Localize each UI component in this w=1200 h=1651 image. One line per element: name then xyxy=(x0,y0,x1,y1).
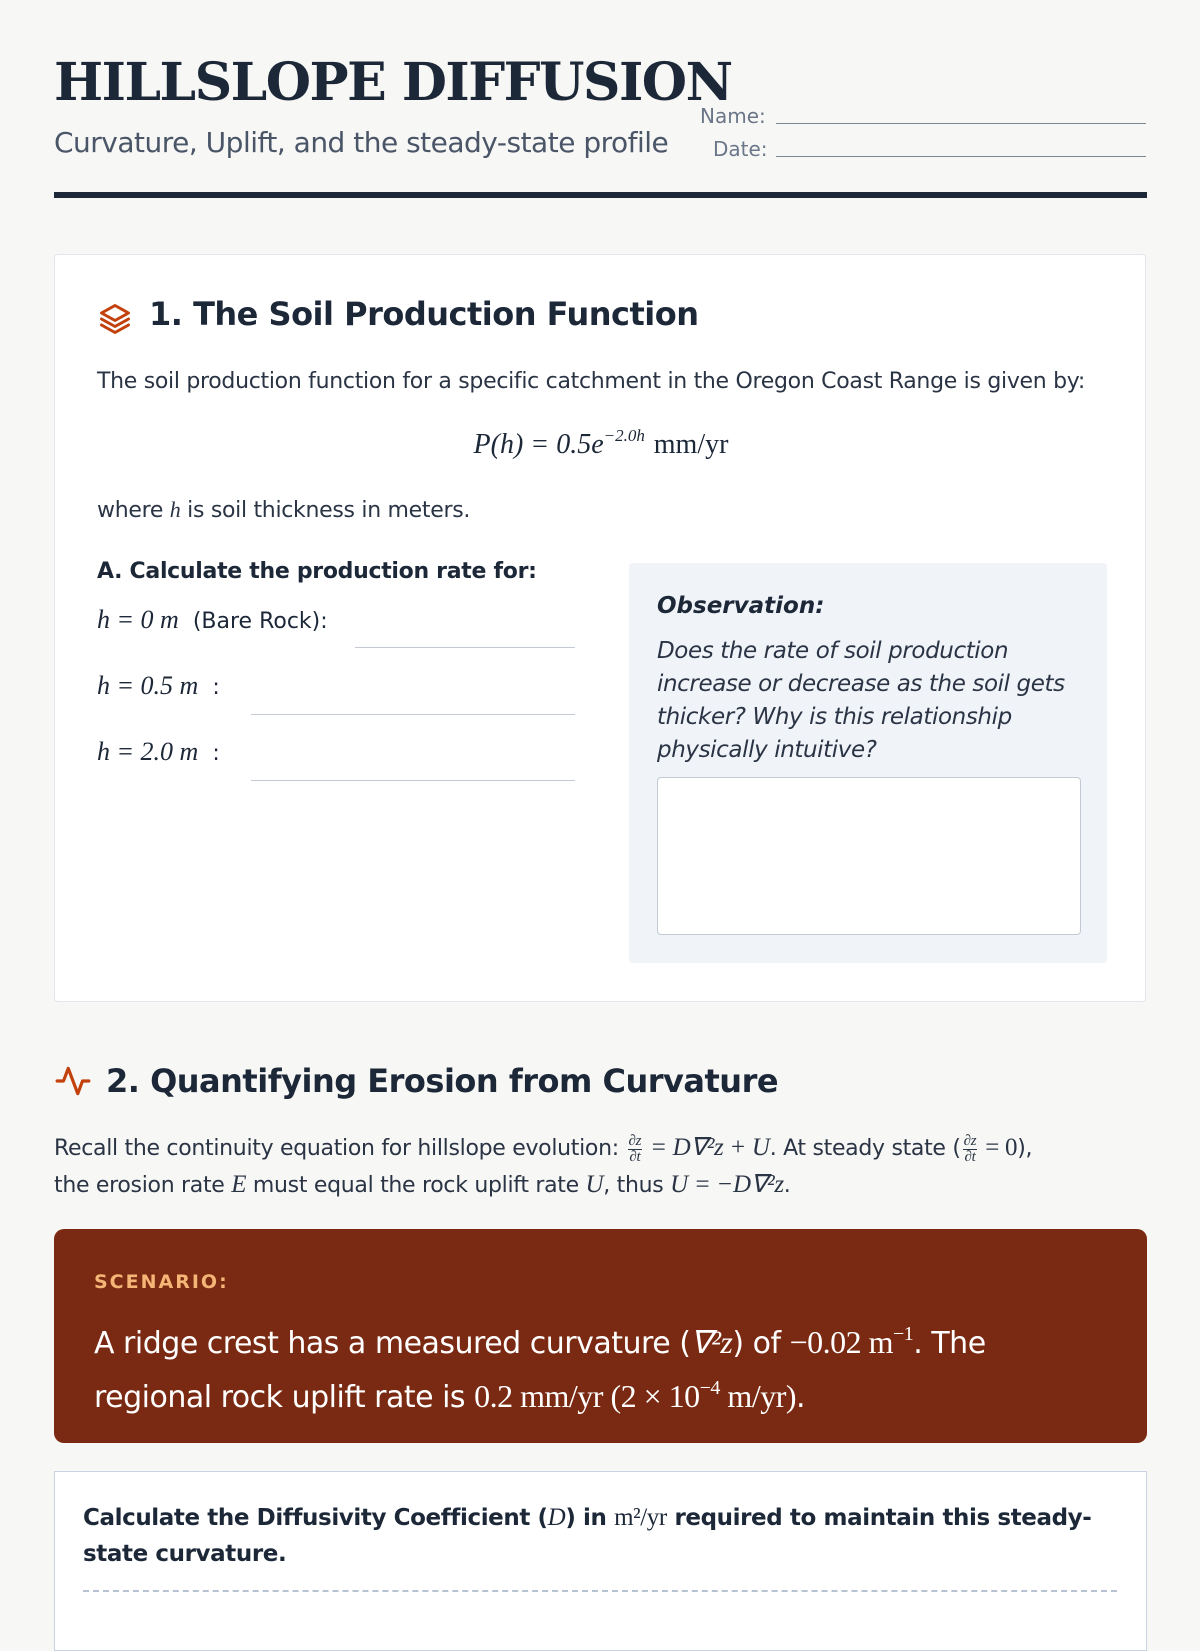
part-a-label: A. Calculate the production rate for: xyxy=(97,559,537,584)
section-1-heading: 1. The Soil Production Function xyxy=(149,295,699,333)
scenario-text: A ridge crest has a measured curvature (∇²z) of −0.02 $m^{-1}$. The regional rock uplift rate is 0.2 mm/yr ($2 \times 10^{-4}$ m/yr). xyxy=(94,1323,986,1415)
name-label: Name: xyxy=(700,104,766,128)
answer-line-two-meters[interactable] xyxy=(251,780,575,781)
row-two-meters: h = 2.0 m : xyxy=(97,737,220,766)
observation-question: Does the rate of soil production increase or decrease as the soil gets thicker? Why is this relationship physically intuitive? xyxy=(657,638,1065,763)
layers-icon xyxy=(97,301,133,337)
date-field[interactable] xyxy=(713,137,1150,161)
scenario-tag: SCENARIO: xyxy=(94,1271,229,1293)
continuity-text: Recall the continuity equation for hillslope evolution: $\frac{\partial z}{\partial t}$ = D∇²z + U. At steady state ( $\frac{\partial z}{\partial t}$ = 0), the erosion rate E must equal the rock uplift rate U, thus U = −D∇²z. xyxy=(54,1132,1033,1198)
answer-dashed-area[interactable] xyxy=(83,1590,1117,1592)
section-1-intro: The soil production function for a specific catchment in the Oregon Coast Range is given by: xyxy=(97,369,1085,394)
dz-dt-fraction: $\frac{\partial z}{\partial t}$ xyxy=(628,1132,642,1165)
date-label: Date: xyxy=(713,137,768,161)
observation-answer-box[interactable] xyxy=(657,777,1081,935)
page-subtitle: Curvature, Uplift, and the steady-state profile xyxy=(54,126,669,159)
diffusivity-question: Calculate the Diffusivity Coefficient (D) in m²/yr required to maintain this steady-state curvature. xyxy=(83,1504,1092,1567)
section-2-heading: 2. Quantifying Erosion from Curvature xyxy=(106,1062,779,1100)
production-equation: $P(h) = 0.5e^{-2.0h}$ mm/yr xyxy=(473,425,729,460)
diffusivity-question-card xyxy=(54,1471,1147,1651)
header-rule xyxy=(54,192,1147,198)
section-1-card xyxy=(54,254,1146,1002)
row-half-meter: h = 0.5 m : xyxy=(97,671,220,700)
page-title: HILLSLOPE DIFFUSION xyxy=(54,52,732,113)
observation-title: Observation: xyxy=(657,593,825,619)
name-field[interactable] xyxy=(700,104,1150,128)
where-text: where h is soil thickness in meters. xyxy=(97,497,471,523)
dz-dt-fraction-steady: $\frac{\partial z}{\partial t}$ xyxy=(963,1132,977,1165)
answer-line-half-meter[interactable] xyxy=(251,714,575,715)
date-input-line[interactable] xyxy=(776,156,1146,157)
activity-icon xyxy=(54,1062,92,1100)
scenario-box xyxy=(54,1229,1147,1443)
answer-line-bare-rock[interactable] xyxy=(355,647,575,648)
row-bare-rock: h = 0 m (Bare Rock): xyxy=(97,605,328,634)
name-input-line[interactable] xyxy=(776,123,1146,124)
observation-box xyxy=(629,563,1107,963)
